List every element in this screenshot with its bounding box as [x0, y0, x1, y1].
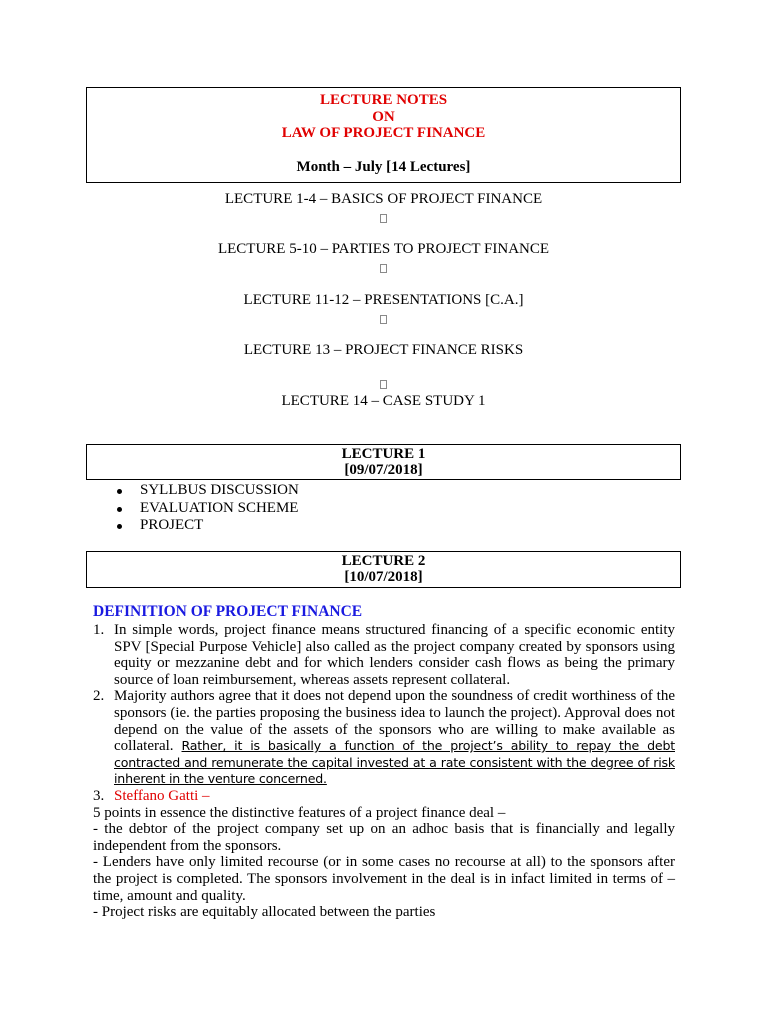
underlined-text: Rather, it is basically a function of the project’s ability to repay the debt contracted and remunerate the capital invested at a rate consistent with the degree of risk inherent in the venture concerned.	[114, 738, 675, 787]
schedule-item: LECTURE 5-10 – PARTIES TO PROJECT FINANCE	[217, 241, 550, 257]
list-item: PROJECT	[113, 517, 299, 535]
lecture-1-title: LECTURE 1	[341, 446, 426, 462]
numbered-item-1	[93, 622, 675, 688]
numbered-item-2	[93, 688, 675, 788]
item-text: In simple words, project finance means structured financing of a specific economic entity SPV [Special Purpose Vehicle] also called as the project company created by sponsors using equity or mezzanine debt and for which lenders consider cash flows as being the primary source of loan reimbursement, whereas assets represent collateral.	[114, 622, 675, 688]
lecture-2-date: [10/07/2018]	[344, 569, 423, 585]
item-number: 3.	[93, 787, 105, 804]
schedule-item: LECTURE 1-4 – BASICS OF PROJECT FINANCE	[224, 191, 543, 207]
lecture-1-date: [09/07/2018]	[344, 462, 423, 478]
schedule-item: LECTURE 14 – CASE STUDY 1	[281, 393, 486, 409]
placeholder-box-icon	[380, 264, 387, 273]
paragraph: - Lenders have only limited recourse (or in some cases no recourse at all) to the sponsors after the project is completed. The sponsors involvement in the deal is in infact limited in terms of – time, amount and quality.	[93, 854, 675, 904]
placeholder-box-icon	[380, 214, 387, 223]
paragraph: - Project risks are equitably allocated between the parties	[93, 904, 436, 921]
numbered-item-3	[93, 788, 675, 805]
lecture-2-header	[86, 551, 681, 588]
schedule-item: LECTURE 13 – PROJECT FINANCE RISKS	[243, 342, 524, 358]
item-number: 1.	[93, 622, 105, 638]
lecture-2-title: LECTURE 2	[341, 553, 426, 569]
item-number: 2.	[93, 688, 105, 705]
month-line: Month – July [14 Lectures]	[296, 158, 471, 175]
placeholder-box-icon	[380, 380, 387, 389]
title-line-2: ON	[372, 108, 395, 125]
placeholder-box-icon	[380, 315, 387, 324]
paragraph: 5 points in essence the distinctive features of a project finance deal –	[93, 804, 506, 821]
section-heading: DEFINITION OF PROJECT FINANCE	[93, 603, 363, 620]
title-line-3: LAW OF PROJECT FINANCE	[281, 125, 486, 141]
list-item: EVALUATION SCHEME	[113, 500, 299, 518]
title-box	[86, 87, 681, 183]
schedule-item: LECTURE 11-12 – PRESENTATIONS [C.A.]	[243, 292, 524, 308]
author-name: Steffano Gatti –	[114, 787, 210, 804]
item-text: Majority authors agree that it does not depend upon the soundness of credit worthiness of the sponsors (ie. the parties proposing the business idea to launch the project). Approval does not depend on the value of the assets of the sponsors who are willing to make available as collateral.	[114, 688, 675, 755]
definition-body	[93, 622, 675, 921]
lecture-1-topics	[113, 482, 299, 535]
lecture-1-header	[86, 444, 681, 480]
paragraph: - the debtor of the project company set up on an adhoc basis that is financially and legally independent from the sponsors.	[93, 821, 675, 854]
title-line-1: LECTURE NOTES	[319, 92, 448, 108]
list-item: SYLLBUS DISCUSSION	[113, 482, 299, 500]
